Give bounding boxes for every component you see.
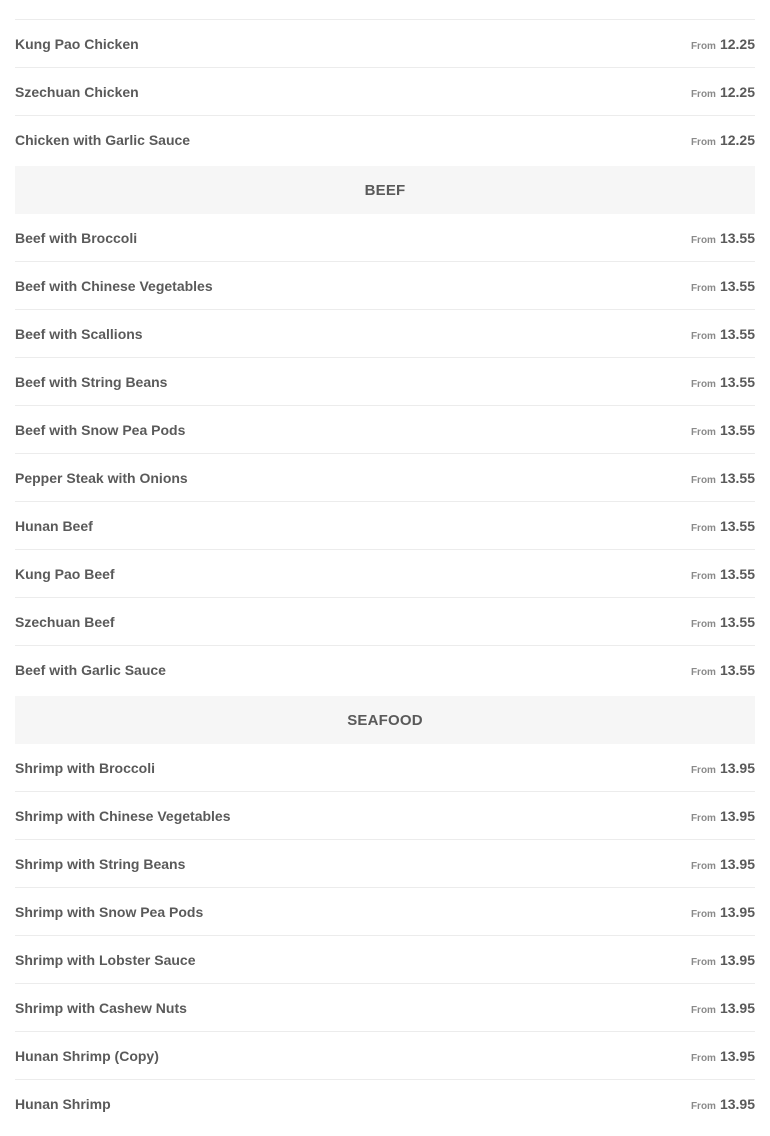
- price-prefix: From: [690, 378, 716, 390]
- menu-item-name: Pepper Steak with Onions: [15, 469, 188, 486]
- menu-item[interactable]: [15, 598, 755, 646]
- menu-item-price: [691, 1096, 755, 1112]
- price-value: 13.55: [719, 469, 755, 486]
- section-divider: [15, 0, 755, 20]
- menu-item-name: Beef with Garlic Sauce: [15, 661, 166, 678]
- menu-item[interactable]: [15, 550, 755, 598]
- price-value: 13.95: [719, 1095, 755, 1112]
- price-prefix: From: [690, 1052, 716, 1064]
- menu-item-price: [691, 84, 755, 100]
- menu-item[interactable]: [15, 984, 755, 1032]
- menu-item-name: Shrimp with Lobster Sauce: [15, 951, 196, 968]
- price-prefix: From: [690, 1100, 716, 1112]
- menu-item[interactable]: [15, 744, 755, 792]
- price-value: 13.95: [719, 759, 755, 776]
- menu-item-name: Shrimp with String Beans: [15, 855, 186, 872]
- menu-item-name: Szechuan Chicken: [15, 83, 139, 100]
- menu-item-price: [691, 952, 755, 968]
- menu-item[interactable]: [15, 840, 755, 888]
- price-value: 12.25: [719, 35, 755, 52]
- menu-item-price: [691, 856, 755, 872]
- menu-item-price: [691, 808, 755, 824]
- menu-item[interactable]: [15, 68, 755, 116]
- menu-item-name: Beef with String Beans: [15, 373, 168, 390]
- price-value: 13.55: [719, 325, 755, 342]
- menu-item[interactable]: [15, 406, 755, 454]
- menu-item-name: Hunan Shrimp (Copy): [15, 1047, 159, 1064]
- price-value: 13.55: [719, 565, 755, 582]
- section-title: BEEF: [364, 181, 406, 199]
- menu-item-name: Kung Pao Chicken: [15, 35, 139, 52]
- price-value: 13.55: [719, 229, 755, 246]
- price-prefix: From: [690, 618, 716, 630]
- menu-item-name: Chicken with Garlic Sauce: [15, 131, 191, 148]
- menu-item-name: Beef with Broccoli: [15, 229, 138, 246]
- menu-item-price: [691, 326, 755, 342]
- price-value: 13.55: [719, 421, 755, 438]
- menu-item-price: [691, 1000, 755, 1016]
- menu-item[interactable]: [15, 214, 755, 262]
- menu-sections: [15, 166, 755, 1127]
- menu-item-price: [691, 36, 755, 52]
- menu-item-name: Shrimp with Broccoli: [15, 759, 156, 776]
- price-value: 13.95: [719, 903, 755, 920]
- menu-item-name: Hunan Shrimp: [15, 1095, 111, 1112]
- menu-item-name: Shrimp with Snow Pea Pods: [15, 903, 204, 920]
- menu-list: [15, 0, 755, 1127]
- price-prefix: From: [690, 234, 716, 246]
- menu-item-price: [691, 278, 755, 294]
- menu-item[interactable]: [15, 1080, 755, 1127]
- price-value: 13.95: [719, 1047, 755, 1064]
- price-prefix: From: [690, 764, 716, 776]
- price-prefix: From: [690, 956, 716, 968]
- price-prefix: From: [690, 860, 716, 872]
- price-prefix: From: [690, 666, 716, 678]
- menu-item[interactable]: [15, 936, 755, 984]
- menu-item-price: [691, 760, 755, 776]
- menu-item-price: [691, 518, 755, 534]
- menu-item-price: [691, 374, 755, 390]
- price-prefix: From: [690, 88, 716, 100]
- price-value: 13.55: [719, 613, 755, 630]
- beef-section-items: [15, 214, 755, 693]
- menu-item[interactable]: [15, 358, 755, 406]
- menu-item-name: Kung Pao Beef: [15, 565, 115, 582]
- price-prefix: From: [690, 908, 716, 920]
- price-value: 13.55: [719, 277, 755, 294]
- menu-item[interactable]: [15, 454, 755, 502]
- price-value: 13.95: [719, 951, 755, 968]
- menu-item[interactable]: [15, 1032, 755, 1080]
- price-value: 13.95: [719, 999, 755, 1016]
- menu-item-name: Shrimp with Cashew Nuts: [15, 999, 187, 1016]
- price-prefix: From: [690, 426, 716, 438]
- menu-item[interactable]: [15, 20, 755, 68]
- price-prefix: From: [690, 812, 716, 824]
- menu-item-price: [691, 614, 755, 630]
- price-value: 13.95: [719, 807, 755, 824]
- price-prefix: From: [690, 40, 716, 52]
- price-value: 13.55: [719, 661, 755, 678]
- price-prefix: From: [690, 330, 716, 342]
- menu-item-price: [691, 566, 755, 582]
- menu-item-price: [691, 132, 755, 148]
- menu-item-name: Shrimp with Chinese Vegetables: [15, 807, 231, 824]
- price-prefix: From: [690, 282, 716, 294]
- menu-item-price: [691, 470, 755, 486]
- menu-item-price: [691, 1048, 755, 1064]
- price-value: 12.25: [719, 83, 755, 100]
- menu-item[interactable]: [15, 646, 755, 693]
- menu-item-name: Beef with Chinese Vegetables: [15, 277, 213, 294]
- menu-item-price: [691, 662, 755, 678]
- menu-item-name: Beef with Scallions: [15, 325, 143, 342]
- menu-item[interactable]: [15, 310, 755, 358]
- menu-item[interactable]: [15, 502, 755, 550]
- seafood-section-items: [15, 744, 755, 1127]
- menu-item[interactable]: [15, 792, 755, 840]
- menu-item-price: [691, 230, 755, 246]
- section-header-seafood: [15, 696, 755, 744]
- price-value: 13.95: [719, 855, 755, 872]
- price-value: 12.25: [719, 131, 755, 148]
- menu-item-price: [691, 904, 755, 920]
- menu-item-name: Hunan Beef: [15, 517, 93, 534]
- chicken-section-items: [15, 20, 755, 163]
- menu-item-name: Beef with Snow Pea Pods: [15, 421, 186, 438]
- section-header-beef: [15, 166, 755, 214]
- price-prefix: From: [690, 1004, 716, 1016]
- price-prefix: From: [690, 136, 716, 148]
- price-value: 13.55: [719, 517, 755, 534]
- menu-item[interactable]: [15, 116, 755, 163]
- menu-item[interactable]: [15, 262, 755, 310]
- price-prefix: From: [690, 474, 716, 486]
- menu-item[interactable]: [15, 888, 755, 936]
- menu-item-price: [691, 422, 755, 438]
- price-prefix: From: [690, 522, 716, 534]
- price-value: 13.55: [719, 373, 755, 390]
- price-prefix: From: [690, 570, 716, 582]
- menu-item-name: Szechuan Beef: [15, 613, 115, 630]
- section-title: SEAFOOD: [347, 711, 423, 729]
